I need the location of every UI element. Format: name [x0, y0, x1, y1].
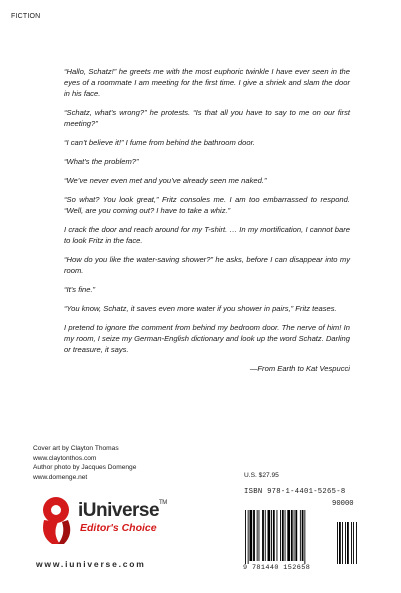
excerpt-paragraph: “So what? You look great,” Fritz consoles me. I am too embarrassed to respond. “Well, are you coming out? I have to take a whiz.”: [64, 195, 350, 215]
price-code: 90000: [332, 500, 354, 508]
excerpt-paragraph: “Hallo, Schatz!” he greets me with the most euphoric twinkle I have ever seen in the eyes of a roommate I am meeting for the first time. I give a shriek and slam the door in his face.: [64, 67, 350, 98]
excerpt-paragraph: “It’s fine.”: [64, 285, 96, 294]
excerpt-paragraph: “What’s the problem?”: [64, 157, 139, 166]
publisher-brand: [78, 500, 167, 522]
excerpt-paragraph: “I can’t believe it!” I fume from behind the bathroom door.: [64, 138, 255, 147]
back-cover-excerpt: [64, 66, 350, 374]
logo-figure-icon: [43, 520, 60, 544]
isbn-text: ISBN 978-1-4401-5265-8: [244, 488, 346, 496]
publisher-tagline: Editor's Choice: [80, 522, 157, 534]
price-label: U.S. $27.95: [244, 472, 279, 479]
excerpt-paragraph: “We’ve never even met and you’ve already seen me naked.”: [64, 176, 267, 185]
isbn-barcode: [243, 498, 371, 570]
trademark: TM: [159, 500, 167, 506]
excerpt-paragraph: I crack the door and reach around for my T-shirt. … In my mortification, I cannot bare to look Fritz in the face.: [64, 225, 350, 245]
excerpt-paragraph: “You know, Schatz, it saves even more water if you shower in pairs,” Fritz teases.: [64, 304, 337, 313]
cover-art-website: www.claytonthos.com: [33, 454, 97, 462]
genre-label: FICTION: [11, 13, 41, 20]
excerpt-paragraph: “Schatz, what’s wrong?” he protests. “Is that all you have to say to me on our first meeting?”: [64, 108, 350, 128]
cover-credits: [33, 444, 136, 482]
author-photo-credit: Author photo by Jacques Domenge: [33, 464, 137, 471]
brand-name: iUniverse: [78, 500, 160, 521]
excerpt-paragraph: I pretend to ignore the comment from behind my bedroom door. The nerve of him! In my room, I seize my German-English dictionary and look up the word Schatz. Darling or treasure, it says.: [64, 323, 350, 354]
excerpt-paragraph: “How do you like the water-saving shower?” he asks, before I can disappear into my room.: [64, 255, 350, 275]
cover-art-credit: Cover art by Clayton Thomas: [33, 445, 119, 452]
barcode-digits: 9 781440 152658: [243, 564, 311, 572]
excerpt-attribution: —From Earth to Kat Vespucci: [249, 364, 350, 373]
author-photo-website: www.domenge.net: [33, 473, 88, 481]
publisher-website: www.iuniverse.com: [36, 559, 146, 569]
